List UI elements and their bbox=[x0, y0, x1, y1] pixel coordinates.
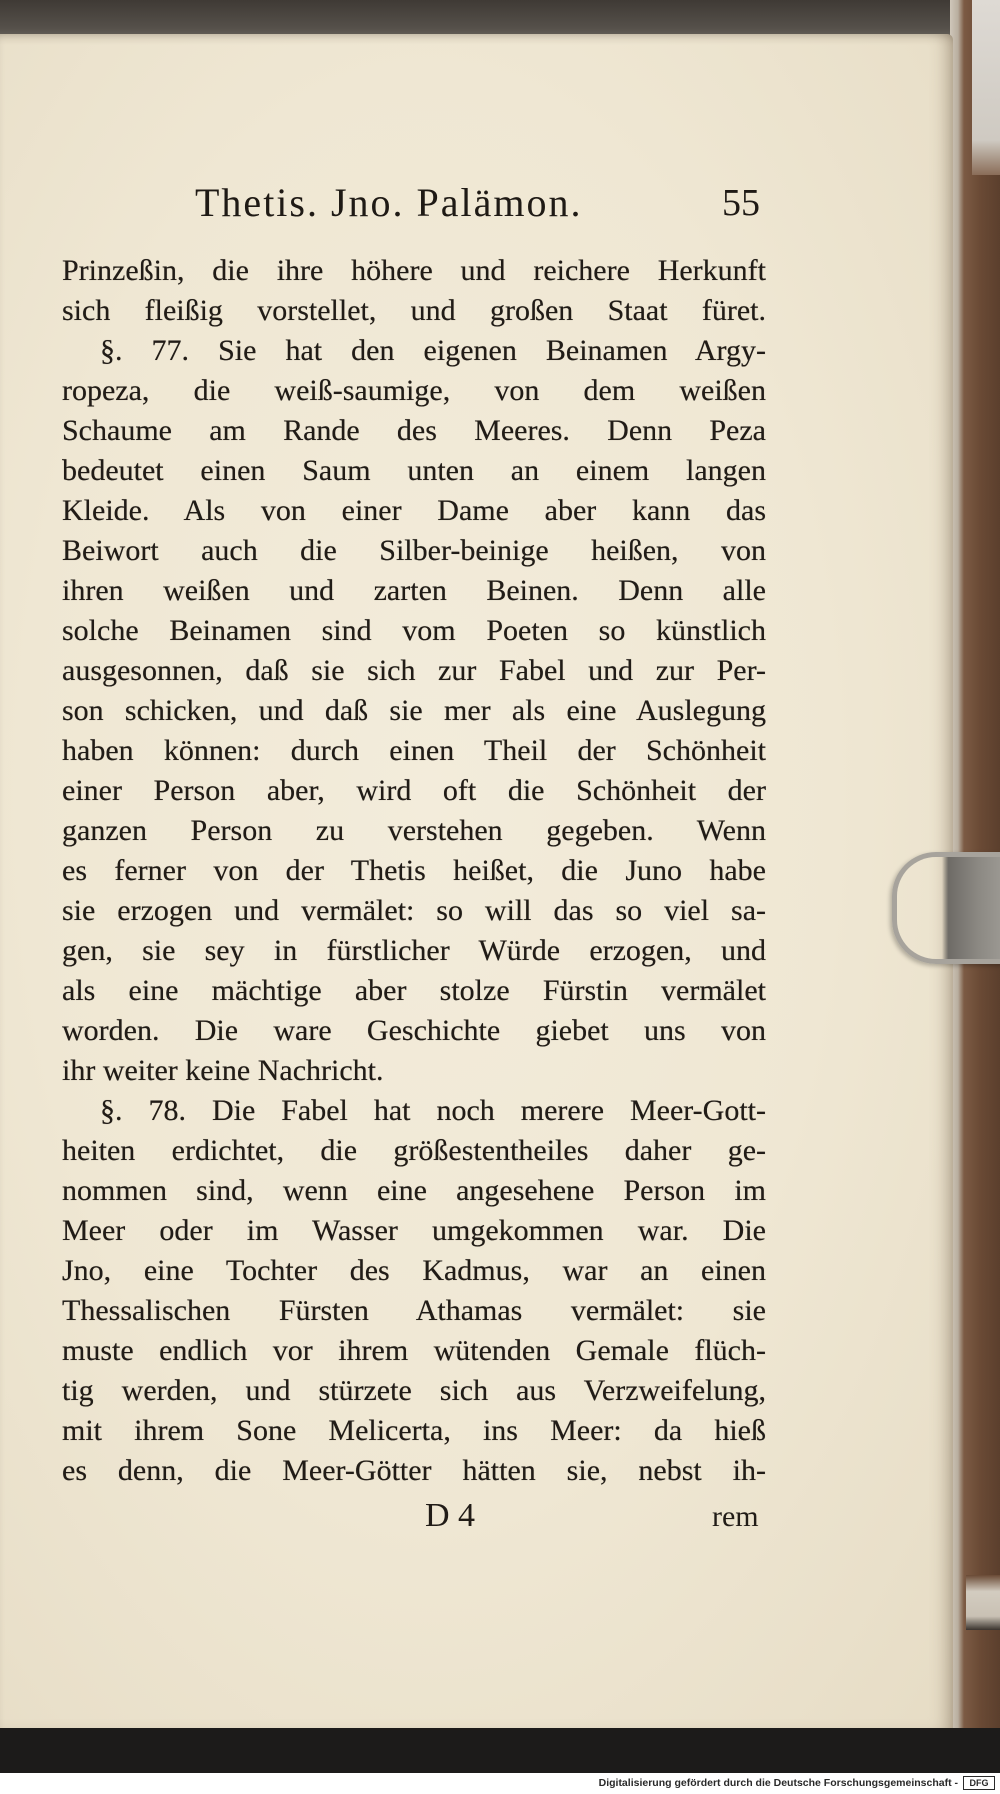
running-head: Thetis. Jno. Palämon. bbox=[195, 180, 583, 225]
text-line: Thessalischen Fürsten Athamas vermälet: sie bbox=[62, 1294, 766, 1327]
text-line: als eine mächtige aber stolze Fürstin vermälet bbox=[62, 974, 766, 1007]
text-line: ropeza, die weiß-saumige, von dem weißen bbox=[62, 374, 766, 407]
text-line: Schaume am Rande des Meeres. Denn Peza bbox=[62, 414, 766, 447]
text-line: haben können: durch einen Theil der Schönheit bbox=[62, 734, 766, 767]
text-line: ihr weiter keine Nachricht. bbox=[62, 1054, 384, 1087]
text-line: tig werden, und stürzete sich aus Verzweifelung, bbox=[62, 1374, 766, 1407]
text-line: Meer oder im Wasser umgekommen war. Die bbox=[62, 1214, 766, 1247]
text-line: es ferner von der Thetis heißet, die Juno habe bbox=[62, 854, 766, 887]
body-text bbox=[62, 251, 766, 1491]
text-line: ausgesonnen, daß sie sich zur Fabel und zur Per- bbox=[62, 654, 766, 687]
text-line: einer Person aber, wird oft die Schönheit der bbox=[62, 774, 766, 807]
catchword: rem bbox=[712, 1500, 759, 1533]
text-line: §. 77. Sie hat den eigenen Beinamen Argy- bbox=[100, 334, 766, 367]
scan-bottom-band bbox=[0, 1728, 1000, 1774]
dfg-logo: DFG bbox=[963, 1776, 995, 1790]
text-line: worden. Die ware Geschichte giebet uns von bbox=[62, 1014, 766, 1047]
text-line: sie erzogen und vermälet: so will das so viel sa- bbox=[62, 894, 766, 927]
funding-credit: Digitalisierung gefördert durch die Deutsche Forschungsgemeinschaft - bbox=[598, 1777, 958, 1789]
text-line: ganzen Person zu verstehen gegeben. Wenn bbox=[62, 814, 766, 847]
text-line: bedeutet einen Saum unten an einem langen bbox=[62, 454, 766, 487]
text-line: heiten erdichtet, die größestentheiles daher ge- bbox=[62, 1134, 766, 1167]
text-line: ihren weißen und zarten Beinen. Denn alle bbox=[62, 574, 766, 607]
signature-mark: D 4 bbox=[425, 1497, 476, 1534]
book-edge-lower bbox=[966, 1575, 1000, 1630]
text-line: Prinzeßin, die ihre höhere und reichere Herkunft bbox=[62, 254, 766, 287]
text-line: son schicken, und daß sie mer als eine Auslegung bbox=[62, 694, 766, 727]
book-edge-top bbox=[972, 0, 1000, 175]
text-line: solche Beinamen sind vom Poeten so künstlich bbox=[62, 614, 766, 647]
text-line: Jno, eine Tochter des Kadmus, war an einen bbox=[62, 1254, 766, 1287]
page-number: 55 bbox=[722, 182, 760, 224]
page-clip bbox=[892, 852, 1000, 964]
text-line: Beiwort auch die Silber-beinige heißen, von bbox=[62, 534, 766, 567]
text-line: mit ihrem Sone Melicerta, ins Meer: da hieß bbox=[62, 1414, 766, 1447]
text-line: sich fleißig vorstellet, und großen Staat füret. bbox=[62, 294, 766, 327]
text-line: gen, sie sey in fürstlicher Würde erzogen, und bbox=[62, 934, 766, 967]
text-line: muste endlich vor ihrem wütenden Gemale flüch- bbox=[62, 1334, 766, 1367]
text-line: Kleide. Als von einer Dame aber kann das bbox=[62, 494, 766, 527]
text-line: es denn, die Meer-Götter hätten sie, nebst ih- bbox=[62, 1454, 766, 1487]
text-line: nommen sind, wenn eine angesehene Person im bbox=[62, 1174, 766, 1207]
text-line: §. 78. Die Fabel hat noch merere Meer-Gott- bbox=[100, 1094, 766, 1127]
